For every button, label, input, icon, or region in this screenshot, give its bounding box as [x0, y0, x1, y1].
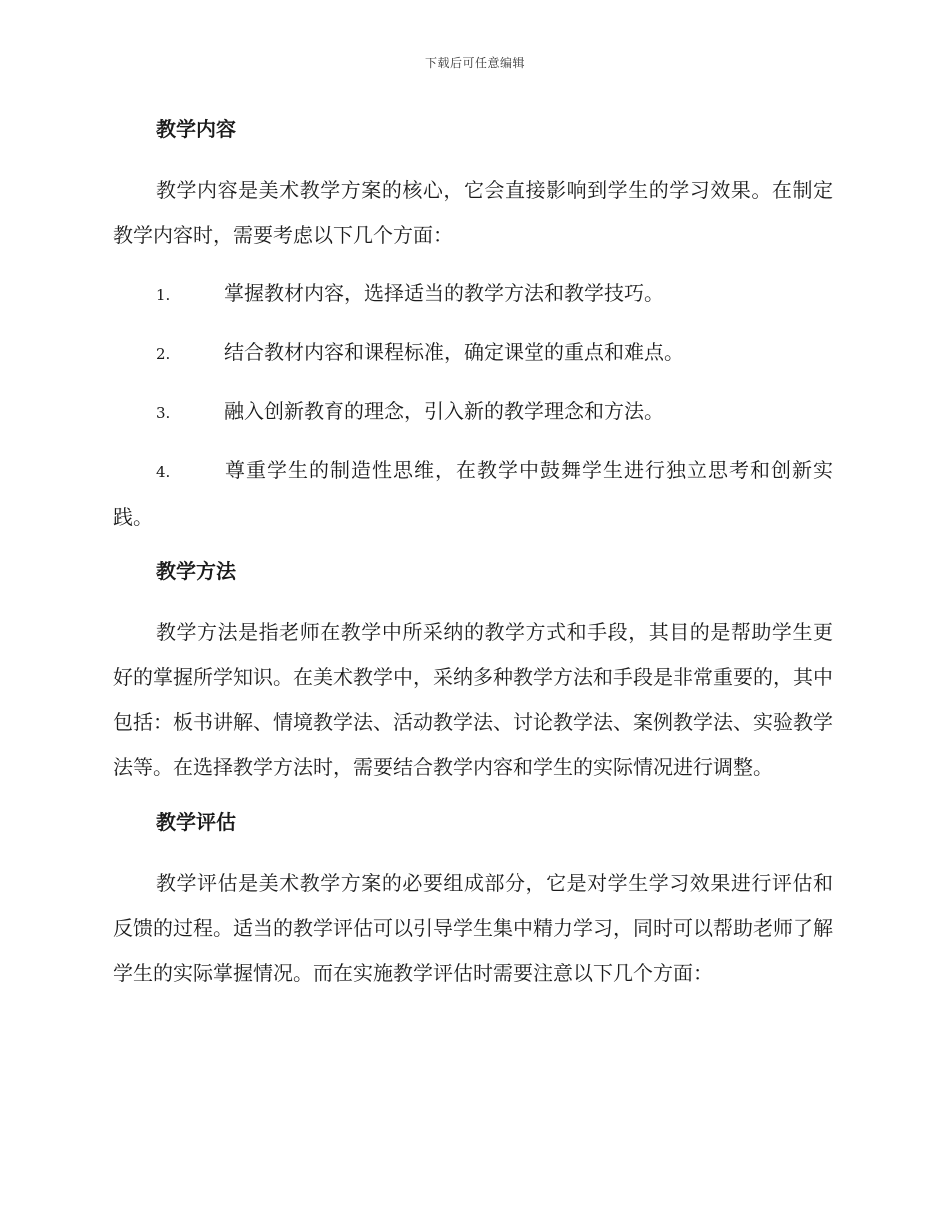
- list-item-text: 结合教材内容和课程标准，确定课堂的重点和难点。: [224, 340, 684, 364]
- list-number: 3.: [156, 404, 171, 422]
- list-item-text: 尊重学生的制造性思维，在教学中鼓舞学生进行独立思考和创新实践。: [113, 458, 833, 529]
- list-item-text: 融入创新教育的理念，引入新的教学理念和方法。: [224, 399, 664, 423]
- list-item-text: 掌握教材内容，选择适当的教学方法和教学技巧。: [224, 281, 664, 305]
- section-heading-evaluation: 教学评估: [156, 810, 236, 834]
- section-paragraph-methods: 教学方法是指老师在教学中所采纳的教学方式和手段，其目的是帮助学生更好的掌握所学知识。在美术教学中，采纳多种教学方法和手段是非常重要的，其中包括：板书讲解、情境教学法、活动教学法、讨论教学法、案例教学法、实验教学法等。在选择教学方法时，需要结合教学内容和学生的实际情况进行调整。: [113, 620, 833, 779]
- section-paragraph-content: 教学内容是美术教学方案的核心，它会直接影响到学生的学习效果。在制定教学内容时，需要考虑以下几个方面：: [113, 178, 833, 247]
- page-header: 下载后可任意编辑: [424, 56, 525, 70]
- list-number: 4.: [156, 463, 171, 481]
- list-item: [113, 271, 833, 318]
- list-number: 2.: [156, 345, 171, 363]
- list-item: [113, 389, 833, 436]
- list-item: [113, 448, 833, 540]
- document-body: [113, 110, 833, 1009]
- section-heading-content: 教学内容: [156, 117, 236, 141]
- list-item: [113, 330, 833, 377]
- list-number: 1.: [156, 286, 171, 304]
- section-heading-methods: 教学方法: [156, 559, 236, 583]
- section-paragraph-evaluation: 教学评估是美术教学方案的必要组成部分，它是对学生学习效果进行评估和反馈的过程。适当的教学评估可以引导学生集中精力学习，同时可以帮助老师了解学生的实际掌握情况。而在实施教学评估时需要注意以下几个方面：: [113, 871, 833, 985]
